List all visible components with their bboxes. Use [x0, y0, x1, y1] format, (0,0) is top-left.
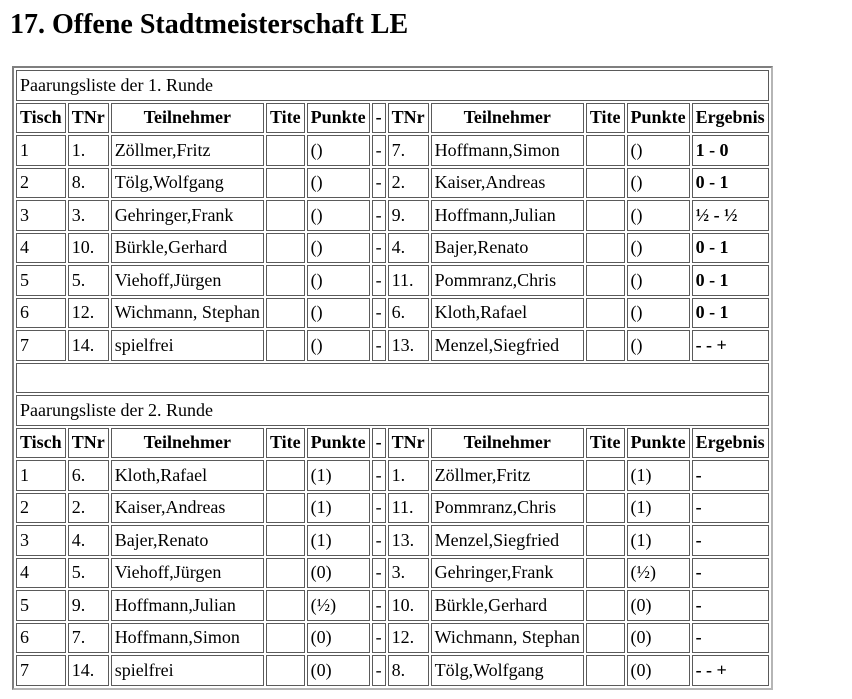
header-player2-name: Teilnehmer [431, 103, 584, 134]
separator: - [372, 265, 386, 296]
player2-points: () [627, 233, 690, 264]
table-row [16, 525, 769, 556]
header-player1-no: TNr [68, 103, 109, 134]
table-row [16, 135, 769, 166]
header-player1-no: TNr [68, 428, 109, 459]
header-table-no: Tisch [16, 428, 66, 459]
result: 0 - 1 [692, 233, 769, 264]
separator: - [372, 200, 386, 231]
player1-name: Tölg,Wolfgang [111, 168, 264, 199]
player1-title [266, 590, 305, 621]
player1-name: Hoffmann,Julian [111, 590, 264, 621]
header-separator: - [372, 428, 386, 459]
player2-points: () [627, 200, 690, 231]
player2-no: 2. [388, 168, 429, 199]
player1-name: Bajer,Renato [111, 525, 264, 556]
player1-title [266, 168, 305, 199]
table-row [16, 460, 769, 491]
player1-name: Wichmann, Stephan [111, 298, 264, 329]
player2-name: Kaiser,Andreas [431, 168, 584, 199]
header-table-no: Tisch [16, 103, 66, 134]
player1-name: Kloth,Rafael [111, 460, 264, 491]
player1-points: (0) [307, 558, 370, 589]
pairings-body [16, 70, 769, 686]
player1-title [266, 233, 305, 264]
table-no: 7 [16, 655, 66, 686]
player1-name: spielfrei [111, 655, 264, 686]
separator: - [372, 298, 386, 329]
player2-points: (1) [627, 460, 690, 491]
separator: - [372, 135, 386, 166]
player2-name: Bajer,Renato [431, 233, 584, 264]
player2-points: () [627, 298, 690, 329]
separator: - [372, 525, 386, 556]
separator: - [372, 655, 386, 686]
player1-no: 14. [68, 330, 109, 361]
player1-points: () [307, 265, 370, 296]
player1-points: (1) [307, 493, 370, 524]
player2-name: Menzel,Siegfried [431, 525, 584, 556]
table-row [16, 265, 769, 296]
player2-title [586, 135, 625, 166]
table-no: 6 [16, 623, 66, 654]
result: - [692, 590, 769, 621]
player1-no: 10. [68, 233, 109, 264]
table-no: 4 [16, 233, 66, 264]
page-title: 17. Offene Stadtmeisterschaft LE [10, 9, 409, 40]
result: - - + [692, 330, 769, 361]
player1-no: 1. [68, 135, 109, 166]
table-row [16, 330, 769, 361]
player2-points: (½) [627, 558, 690, 589]
player2-points: (1) [627, 493, 690, 524]
header-row [16, 103, 769, 134]
header-result: Ergebnis [692, 428, 769, 459]
result: - [692, 525, 769, 556]
player2-no: 10. [388, 590, 429, 621]
player1-no: 6. [68, 460, 109, 491]
player1-no: 12. [68, 298, 109, 329]
table-no: 5 [16, 590, 66, 621]
round-title: Paarungsliste der 2. Runde [16, 395, 769, 426]
player1-name: Hoffmann,Simon [111, 623, 264, 654]
player1-name: Viehoff,Jürgen [111, 265, 264, 296]
player2-points: () [627, 330, 690, 361]
player2-name: Kloth,Rafael [431, 298, 584, 329]
player2-no: 4. [388, 233, 429, 264]
player2-points: (1) [627, 525, 690, 556]
table-no: 2 [16, 168, 66, 199]
result: ½ - ½ [692, 200, 769, 231]
player2-name: Gehringer,Frank [431, 558, 584, 589]
player1-points: (0) [307, 623, 370, 654]
separator: - [372, 233, 386, 264]
player2-no: 13. [388, 525, 429, 556]
player2-title [586, 460, 625, 491]
player1-title [266, 330, 305, 361]
player1-title [266, 200, 305, 231]
round-title-row [16, 395, 769, 426]
player1-title [266, 135, 305, 166]
result: - [692, 460, 769, 491]
player1-points: (½) [307, 590, 370, 621]
player1-points: () [307, 298, 370, 329]
table-no: 1 [16, 135, 66, 166]
player1-points: () [307, 233, 370, 264]
header-player1-title: Tite [266, 428, 305, 459]
table-row [16, 590, 769, 621]
header-result: Ergebnis [692, 103, 769, 134]
player2-no: 3. [388, 558, 429, 589]
player1-name: Kaiser,Andreas [111, 493, 264, 524]
player2-name: Bürkle,Gerhard [431, 590, 584, 621]
player2-points: (0) [627, 590, 690, 621]
player1-points: (1) [307, 525, 370, 556]
player1-no: 3. [68, 200, 109, 231]
result: 0 - 1 [692, 265, 769, 296]
player2-name: Hoffmann,Julian [431, 200, 584, 231]
player1-title [266, 655, 305, 686]
player1-points: () [307, 200, 370, 231]
player2-no: 13. [388, 330, 429, 361]
table-no: 3 [16, 200, 66, 231]
spacer-cell [16, 363, 769, 394]
player2-no: 11. [388, 493, 429, 524]
player1-points: (1) [307, 460, 370, 491]
player2-no: 7. [388, 135, 429, 166]
player2-title [586, 200, 625, 231]
player2-name: Pommranz,Chris [431, 493, 584, 524]
table-no: 1 [16, 460, 66, 491]
player1-points: () [307, 330, 370, 361]
result: - - + [692, 655, 769, 686]
player2-name: Pommranz,Chris [431, 265, 584, 296]
round-title: Paarungsliste der 1. Runde [16, 70, 769, 101]
player2-title [586, 298, 625, 329]
player1-title [266, 460, 305, 491]
table-no: 4 [16, 558, 66, 589]
table-row [16, 655, 769, 686]
player1-title [266, 265, 305, 296]
player1-title [266, 493, 305, 524]
player1-no: 5. [68, 558, 109, 589]
player1-title [266, 623, 305, 654]
result: 1 - 0 [692, 135, 769, 166]
player2-title [586, 233, 625, 264]
player1-no: 5. [68, 265, 109, 296]
player2-no: 6. [388, 298, 429, 329]
player1-points: () [307, 168, 370, 199]
player1-no: 14. [68, 655, 109, 686]
table-row [16, 298, 769, 329]
table-row [16, 558, 769, 589]
header-player2-title: Tite [586, 428, 625, 459]
player1-no: 8. [68, 168, 109, 199]
player1-name: Viehoff,Jürgen [111, 558, 264, 589]
header-player1-name: Teilnehmer [111, 103, 264, 134]
player1-title [266, 558, 305, 589]
player2-title [586, 330, 625, 361]
player1-title [266, 298, 305, 329]
player2-name: Wichmann, Stephan [431, 623, 584, 654]
player1-no: 4. [68, 525, 109, 556]
pairings-table [12, 66, 773, 690]
player2-points: () [627, 265, 690, 296]
player1-no: 9. [68, 590, 109, 621]
player2-name: Zöllmer,Fritz [431, 460, 584, 491]
player1-title [266, 525, 305, 556]
header-player2-title: Tite [586, 103, 625, 134]
player1-name: spielfrei [111, 330, 264, 361]
header-player2-name: Teilnehmer [431, 428, 584, 459]
player2-no: 11. [388, 265, 429, 296]
result: 0 - 1 [692, 298, 769, 329]
player2-title [586, 493, 625, 524]
separator: - [372, 330, 386, 361]
separator: - [372, 558, 386, 589]
round-title-row [16, 70, 769, 101]
header-player2-points: Punkte [627, 428, 690, 459]
player2-no: 1. [388, 460, 429, 491]
player1-no: 7. [68, 623, 109, 654]
header-player1-points: Punkte [307, 103, 370, 134]
spacer-row [16, 363, 769, 394]
header-player1-name: Teilnehmer [111, 428, 264, 459]
table-row [16, 493, 769, 524]
result: 0 - 1 [692, 168, 769, 199]
player2-no: 12. [388, 623, 429, 654]
table-no: 6 [16, 298, 66, 329]
player2-name: Menzel,Siegfried [431, 330, 584, 361]
result: - [692, 623, 769, 654]
table-no: 3 [16, 525, 66, 556]
table-no: 7 [16, 330, 66, 361]
player2-name: Tölg,Wolfgang [431, 655, 584, 686]
table-row [16, 168, 769, 199]
header-player1-points: Punkte [307, 428, 370, 459]
result: - [692, 558, 769, 589]
header-row [16, 428, 769, 459]
player2-name: Hoffmann,Simon [431, 135, 584, 166]
player1-points: (0) [307, 655, 370, 686]
result: - [692, 493, 769, 524]
player2-title [586, 265, 625, 296]
player2-points: () [627, 168, 690, 199]
table-row [16, 200, 769, 231]
table-row [16, 623, 769, 654]
header-player1-title: Tite [266, 103, 305, 134]
player2-title [586, 590, 625, 621]
player1-name: Gehringer,Frank [111, 200, 264, 231]
player1-no: 2. [68, 493, 109, 524]
player2-title [586, 623, 625, 654]
table-no: 5 [16, 265, 66, 296]
separator: - [372, 493, 386, 524]
player2-points: () [627, 135, 690, 166]
player1-name: Zöllmer,Fritz [111, 135, 264, 166]
separator: - [372, 168, 386, 199]
header-player2-no: TNr [388, 428, 429, 459]
table-row [16, 233, 769, 264]
header-player2-no: TNr [388, 103, 429, 134]
separator: - [372, 460, 386, 491]
player2-title [586, 168, 625, 199]
separator: - [372, 590, 386, 621]
player2-title [586, 655, 625, 686]
separator: - [372, 623, 386, 654]
header-player2-points: Punkte [627, 103, 690, 134]
player2-points: (0) [627, 623, 690, 654]
header-separator: - [372, 103, 386, 134]
player2-title [586, 558, 625, 589]
player1-name: Bürkle,Gerhard [111, 233, 264, 264]
player2-no: 9. [388, 200, 429, 231]
player2-no: 8. [388, 655, 429, 686]
player2-title [586, 525, 625, 556]
player1-points: () [307, 135, 370, 166]
table-no: 2 [16, 493, 66, 524]
player2-points: (0) [627, 655, 690, 686]
